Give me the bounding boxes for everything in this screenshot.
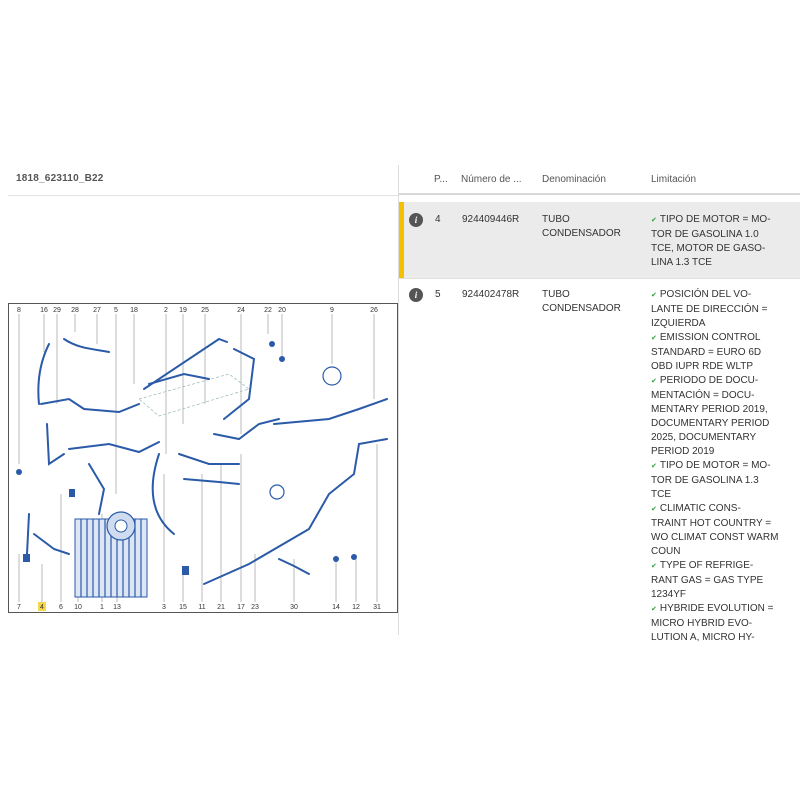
callout-label-13[interactable]: 13 [113, 604, 121, 611]
limitation-item: ✔ TIPO DE MOTOR = MO- TOR DE GASOLINA 1.0 TCE, MOTOR DE GASO- LINA 1.3 TCE [651, 213, 779, 270]
callout-label-9[interactable]: 9 [330, 307, 334, 314]
callout-label-5[interactable]: 5 [114, 307, 118, 314]
limitation-item: ✔ POSICIÓN DEL VO- LANTE DE DIRECCIÓN = IZQUIERDA [651, 288, 779, 331]
callout-label-4[interactable]: 4 [40, 604, 44, 611]
row-part-number: 924409446R [462, 214, 520, 225]
callout-label-7[interactable]: 7 [17, 604, 21, 611]
callout-label-25[interactable]: 25 [201, 307, 209, 314]
callout-label-23[interactable]: 23 [251, 604, 259, 611]
limitation-item: ✔ CLIMATIC CONS- TRAINT HOT COUNTRY = WO CLIMAT CONST WARM COUN [651, 502, 779, 559]
table-header [399, 165, 800, 195]
callout-label-8[interactable]: 8 [17, 307, 21, 314]
callout-label-12[interactable]: 12 [352, 604, 360, 611]
col-header-number[interactable]: Número de ... [461, 174, 522, 185]
limitation-item: ✔ HYBRIDE EVOLUTION = MICRO HYBRID EVO- LUTION A, MICRO HY- [651, 602, 779, 645]
row-name: TUBO CONDENSADOR [542, 214, 621, 239]
row-pos: 5 [435, 289, 441, 300]
callout-label-29[interactable]: 29 [53, 307, 61, 314]
callout-label-24[interactable]: 24 [237, 307, 245, 314]
callout-label-10[interactable]: 10 [74, 604, 82, 611]
callout-label-17[interactable]: 17 [237, 604, 245, 611]
table-row[interactable] [399, 202, 800, 278]
callout-label-22[interactable]: 22 [264, 307, 272, 314]
diagram-title: 1818_623110_B22 [16, 173, 104, 184]
parts-catalog-view [0, 165, 800, 643]
col-header-name[interactable]: Denominación [542, 174, 606, 185]
table-row[interactable] [399, 279, 800, 643]
top-callout-labels [17, 307, 378, 314]
row-name: TUBO CONDENSADOR [542, 289, 621, 314]
limitation-item: ✔ EMISSION CONTROL STANDARD = EURO 6D OBD IUPR RDE WLTP [651, 331, 779, 374]
row-limitations [651, 213, 779, 270]
row-part-number: 924402478R [462, 289, 520, 300]
diagram-drawing [9, 304, 397, 612]
callout-label-2[interactable]: 2 [164, 307, 168, 314]
callout-label-27[interactable]: 27 [93, 307, 101, 314]
callout-label-30[interactable]: 30 [290, 604, 298, 611]
bottom-callout-labels [17, 602, 381, 611]
exploded-parts-diagram[interactable] [8, 303, 398, 613]
callout-label-28[interactable]: 28 [71, 307, 79, 314]
limitation-item: ✔ TYPE OF REFRIGE- RANT GAS = GAS TYPE 1234YF [651, 559, 779, 602]
parts-table [399, 165, 800, 643]
callout-label-11[interactable]: 11 [198, 604, 206, 611]
info-icon[interactable]: i [409, 213, 423, 227]
callout-label-19[interactable]: 19 [179, 307, 187, 314]
callout-label-21[interactable]: 21 [217, 604, 225, 611]
callout-label-3[interactable]: 3 [162, 604, 166, 611]
callout-label-15[interactable]: 15 [179, 604, 187, 611]
callout-label-6[interactable]: 6 [59, 604, 63, 611]
callout-label-14[interactable]: 14 [332, 604, 340, 611]
col-header-limit[interactable]: Limitación [651, 174, 697, 185]
limitation-item: ✔ TIPO DE MOTOR = MO- TOR DE GASOLINA 1.3 TCE [651, 459, 779, 502]
limitation-item: ✔ PERIODO DE DOCU- MENTACIÓN = DOCU- MENTARY PERIOD 2019, DOCUMENTARY PERIOD 2025, DOCUMENTARY PERIOD 2019 [651, 374, 779, 459]
callout-label-16[interactable]: 16 [40, 307, 48, 314]
row-limitations [651, 288, 779, 645]
info-icon[interactable]: i [409, 288, 423, 302]
row-pos: 4 [435, 214, 441, 225]
callout-label-1[interactable]: 1 [100, 604, 104, 611]
callout-label-26[interactable]: 26 [370, 307, 378, 314]
callout-label-31[interactable]: 31 [373, 604, 381, 611]
col-header-pos[interactable]: P... [434, 174, 448, 185]
callout-label-20[interactable]: 20 [278, 307, 286, 314]
diagram-panel [8, 165, 398, 635]
callout-label-18[interactable]: 18 [130, 307, 138, 314]
